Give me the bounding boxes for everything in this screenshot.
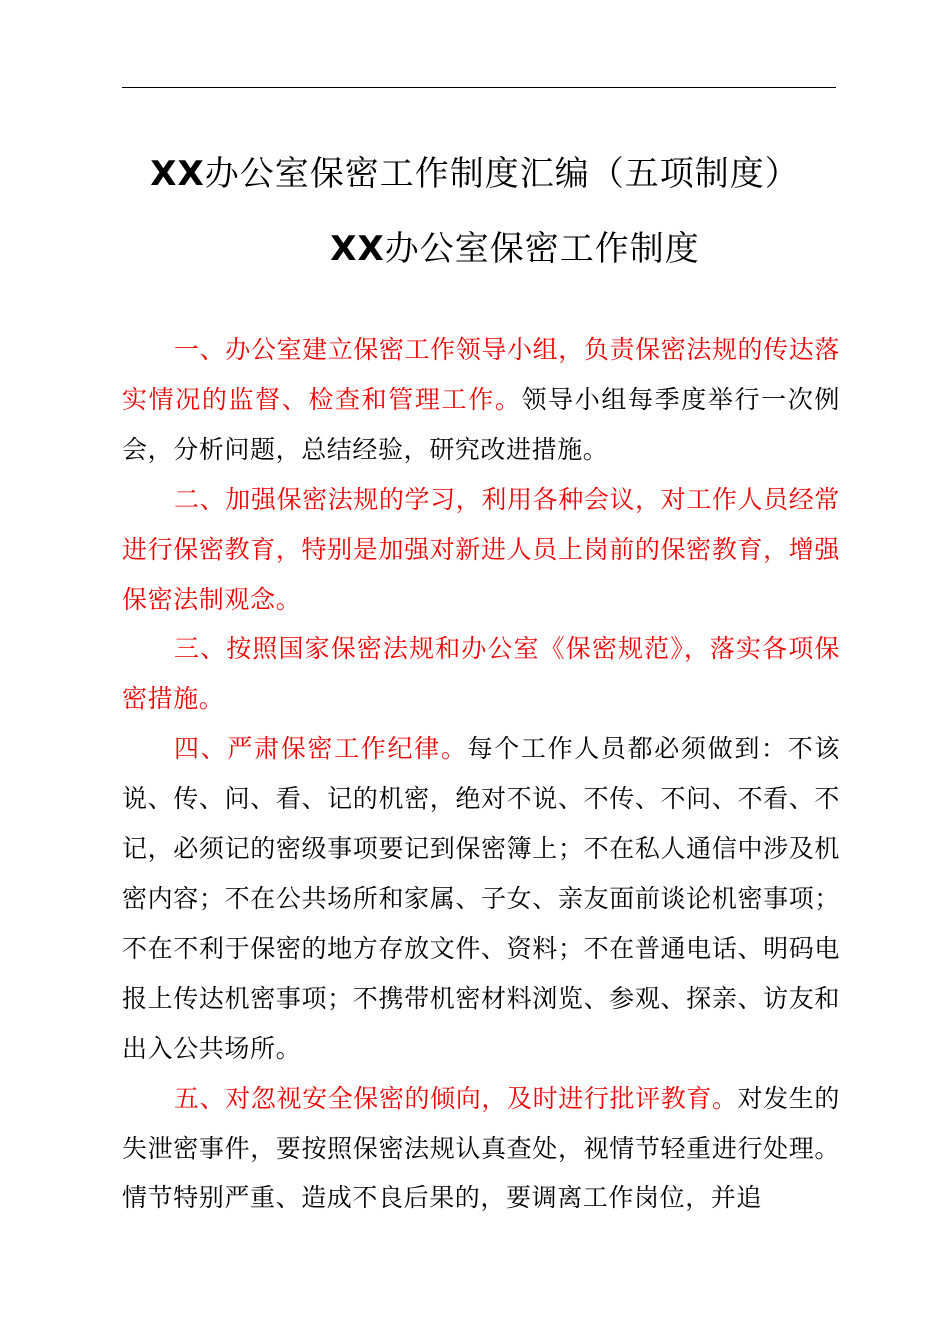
paragraph-1-text: 领导小组每季度举行一次例会，分析问题，总结经验，研究改进措施。 <box>122 384 840 464</box>
title-text: 办公室保密工作制度汇编（五项制度） <box>204 154 800 194</box>
paragraph-2-highlight: 二、加强保密法规的学习，利用各种会议，对工作人员经常进行保密教育，特别是加强对新进人员上岗前的保密教育，增强保密法制观念。 <box>122 484 840 614</box>
paragraph-5-highlight: 五、对忽视安全保密的倾向，及时进行批评教育。 <box>174 1083 738 1113</box>
paragraph-4-highlight: 四、严肃保密工作纪律。 <box>174 734 468 764</box>
paragraph-5-text: 对发生的失泄密事件，要按照保密法规认真查处，视情节轻重进行处理。情节特别严重、造成不良后果的，要调离工作岗位，并追 <box>122 1083 840 1213</box>
subtitle-prefix: XX <box>330 229 385 269</box>
paragraph-4-text: 每个工作人员都必须做到：不该说、传、问、看、记的机密，绝对不说、不传、不问、不看、不记，必须记的密级事项要记到保密簿上；不在私人通信中涉及机密内容；不在公共场所和家属、子女、亲友面前谈论机密事项；不在不利于保密的地方存放文件、资料；不在普通电话、明码电报上传达机密事项；不携带机密材料浏览、参观、探亲、访友和出入公共场所。 <box>122 734 840 1063</box>
paragraph-1-highlight: 一、办公室建立保密工作领导小组，负责保密法规的传达落实情况的监督、检查和管理工作。 <box>122 335 840 414</box>
header-rule <box>122 87 836 88</box>
subtitle-text: 办公室保密工作制度 <box>384 229 700 269</box>
paragraph-3-highlight: 三、按照国家保密法规和办公室《保密规范》，落实各项保密措施。 <box>122 634 840 714</box>
document-body <box>122 325 840 1223</box>
document-title <box>0 154 950 194</box>
document-subtitle <box>40 229 950 269</box>
paragraph-3 <box>122 624 840 724</box>
title-prefix: XX <box>150 154 205 194</box>
paragraph-2 <box>122 475 840 625</box>
paragraph-4 <box>122 724 840 1073</box>
paragraph-1 <box>122 325 840 475</box>
paragraph-5 <box>122 1074 840 1224</box>
